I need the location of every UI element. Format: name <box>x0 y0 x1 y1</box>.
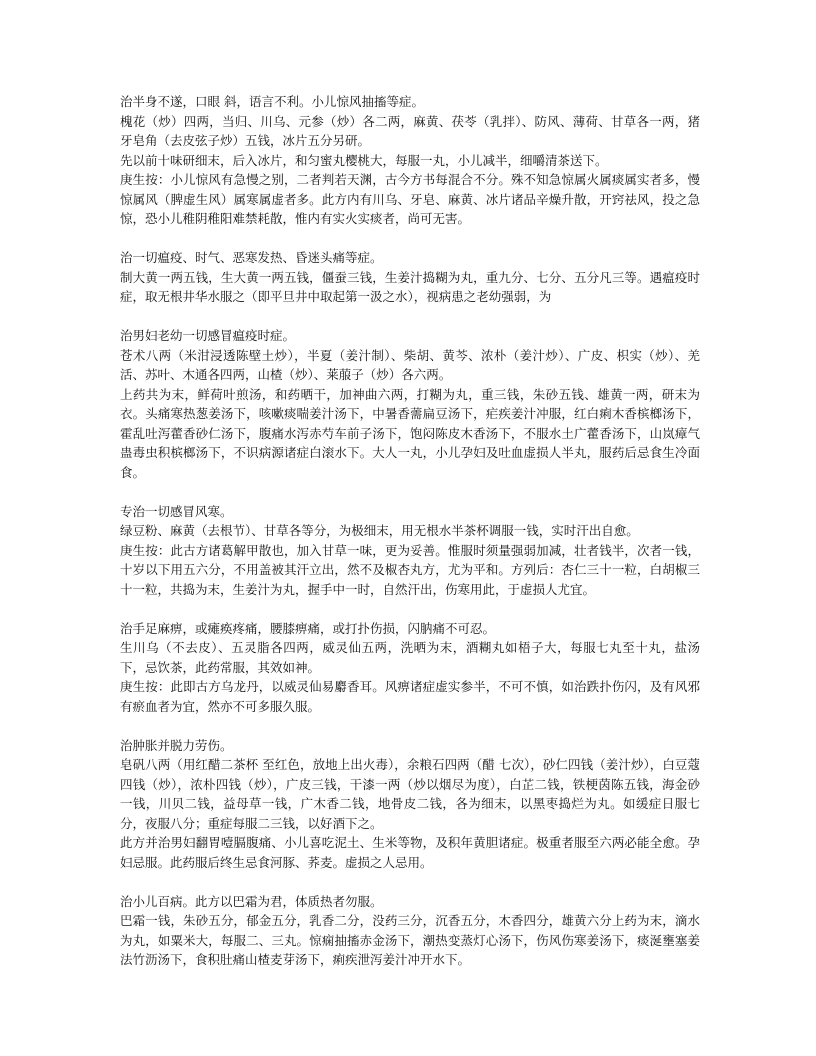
section-children-prescription <box>120 892 700 970</box>
paragraph: 专治一切感冒风寒。 <box>120 503 233 519</box>
paragraph: 皂矾八两（用红醋二茶杯 至红色，放地上出火毒），余粮石四两（醋 七次），砂仁四钱（姜汁炒），白豆蔻四钱（炒），浓朴四钱（炒），广皮三钱，干漆一两（炒以烟尽为度），白芷二钱，铁梗茵陈五钱，海金砂一钱，川贝二钱，益母草一钱，广木香二钱，地骨皮二钱，各为细末，以黑枣捣烂为丸。如缓症日服七分，夜服八分；重症每服二三钱，以好酒下之。 <box>120 757 700 831</box>
section-epidemic-prescription <box>120 248 700 307</box>
paragraph: 庚生按：此即古方乌龙丹，以威灵仙易麝香耳。风痹诸症虚实参半，不可不慎，如治跌扑伤闪，及有风邪有瘀血者为宜，然亦不可多服久服。 <box>120 679 700 714</box>
paragraph: 庚生按：小儿惊风有急慢之别，二者判若天渊，古今方书每混合不分。殊不知急惊属火属痰属实者多，慢惊属风（脾虚生风）属寒属虚者多。此方内有川乌、牙皂、麻黄、冰片诸品辛燥升散，开窍祛风，投之急惊，恐小儿稚阴稚阳难禁耗散，惟内有实火实痰者，尚可无害。 <box>120 172 700 226</box>
paragraph: 治小儿百病。此方以巴霜为君，体质热者勿服。 <box>120 893 383 909</box>
paragraph: 巴霜一钱，朱砂五分，郁金五分，乳香二分，没药三分，沉香五分，木香四分，雄黄六分上药为末，滴水为丸，如粟米大，每服二、三丸。惊痫抽搐赤金汤下，潮热变蒸灯心汤下，伤风伤寒姜汤下，痰涎壅塞姜法竹沥汤下，食积肚痛山楂麦芽汤下，痢疾泄泻姜汁冲开水下。 <box>120 913 700 967</box>
document-page <box>120 92 700 989</box>
paragraph: 槐花（炒）四两，当归、川乌、元参（炒）各二两，麻黄、茯苓（乳拌）、防风、薄荷、甘草各一两，猪牙皂角（去皮弦子炒）五钱，冰片五分另研。 <box>120 113 700 148</box>
paragraph: 治半身不遂，口眼 斜，语言不利。小儿惊风抽搐等症。 <box>120 94 424 109</box>
paragraph: 治手足麻痹，或瘫痪疼痛，腰膝痹痛，或打扑伤损，闪肭痛不可忍。 <box>120 620 496 636</box>
section-wind-cold-prescription <box>120 502 700 600</box>
paragraph: 上药共为末，鲜荷叶煎汤，和药晒干，加神曲六两，打糊为丸，重三钱，朱砂五钱、雄黄一两，研末为衣。头痛寒热葱姜汤下，咳嗽痰喘姜汁汤下，中暑香薷扁豆汤下，疟疾姜汁冲服，红白痢木香槟榔汤下，霍乱吐泻藿香砂仁汤下，腹痛水泻赤芍车前子汤下，饱闷陈皮木香汤下，不服水土广藿香汤下，山岚瘴气蛊毒虫积槟榔汤下，不识病源诸症白滚水下。大人一丸，小儿孕妇及吐血虚损人半丸，服药后忌食生冷面食。 <box>120 386 700 480</box>
paragraph: 生川乌（不去皮）、五灵脂各四两，威灵仙五两，洗晒为末，酒糊丸如梧子大，每服七丸至十丸，盐汤下，忌饮茶，此药常服，其效如神。 <box>120 640 700 675</box>
paragraph: 治一切瘟疫、时气、恶寒发热、昏迷头痛等症。 <box>120 250 383 265</box>
paragraph: 此方并治男妇翻胃噎膈腹痛、小儿喜吃泥土、生米等物，及积年黄胆诸症。极重者服至六两必能全愈。孕妇忌服。此药服后终生忌食河豚、荞麦。虚损之人忌用。 <box>120 835 700 870</box>
paragraph: 苍术八两（米泔浸透陈壁土炒），半夏（姜汁制）、柴胡、黄芩、浓朴（姜汁炒）、广皮、枳实（炒）、羌活、苏叶、木通各四两，山楂（炒）、莱菔子（炒）各六两。 <box>120 347 700 382</box>
paragraph: 绿豆粉、麻黄（去根节）、甘草各等分，为极细末，用无根水半茶杯调服一钱，实时汗出自愈。 <box>120 523 639 538</box>
section-swelling-prescription <box>120 736 700 873</box>
paragraph: 庚生按：此古方诸葛解甲散也，加入甘草一味，更为妥善。惟服时须量强弱加减，壮者钱半，次者一钱，十岁以下用五六分，不用盖被其汗立出，然不及椒杏丸方，尤为平和。方列后：杏仁三十一粒，白胡椒三十一粒，共捣为末，生姜汁为丸，握手中一时，自然汗出，伤寒用此，于虚损人尤宜。 <box>120 542 700 597</box>
paragraph: 先以前十味研细末，后入冰片，和匀蜜丸樱桃大，每服一丸，小儿减半，细嚼清茶送下。 <box>120 152 608 168</box>
section-stroke-prescription <box>120 92 700 229</box>
section-cold-epidemic-prescription <box>120 326 700 482</box>
paragraph: 治肿胀并脱力劳伤。 <box>120 737 233 753</box>
paragraph: 制大黄一两五钱，生大黄一两五钱，僵蚕三钱，生姜汁捣糊为丸，重九分、七分、五分凡三等。遇瘟疫时症，取无根井华水服之（即平旦井中取起第一汲之水），视病患之老幼强弱，为 <box>120 269 700 304</box>
section-numbness-prescription <box>120 619 700 717</box>
paragraph: 治男妇老幼一切感冒瘟疫时症。 <box>120 328 296 343</box>
